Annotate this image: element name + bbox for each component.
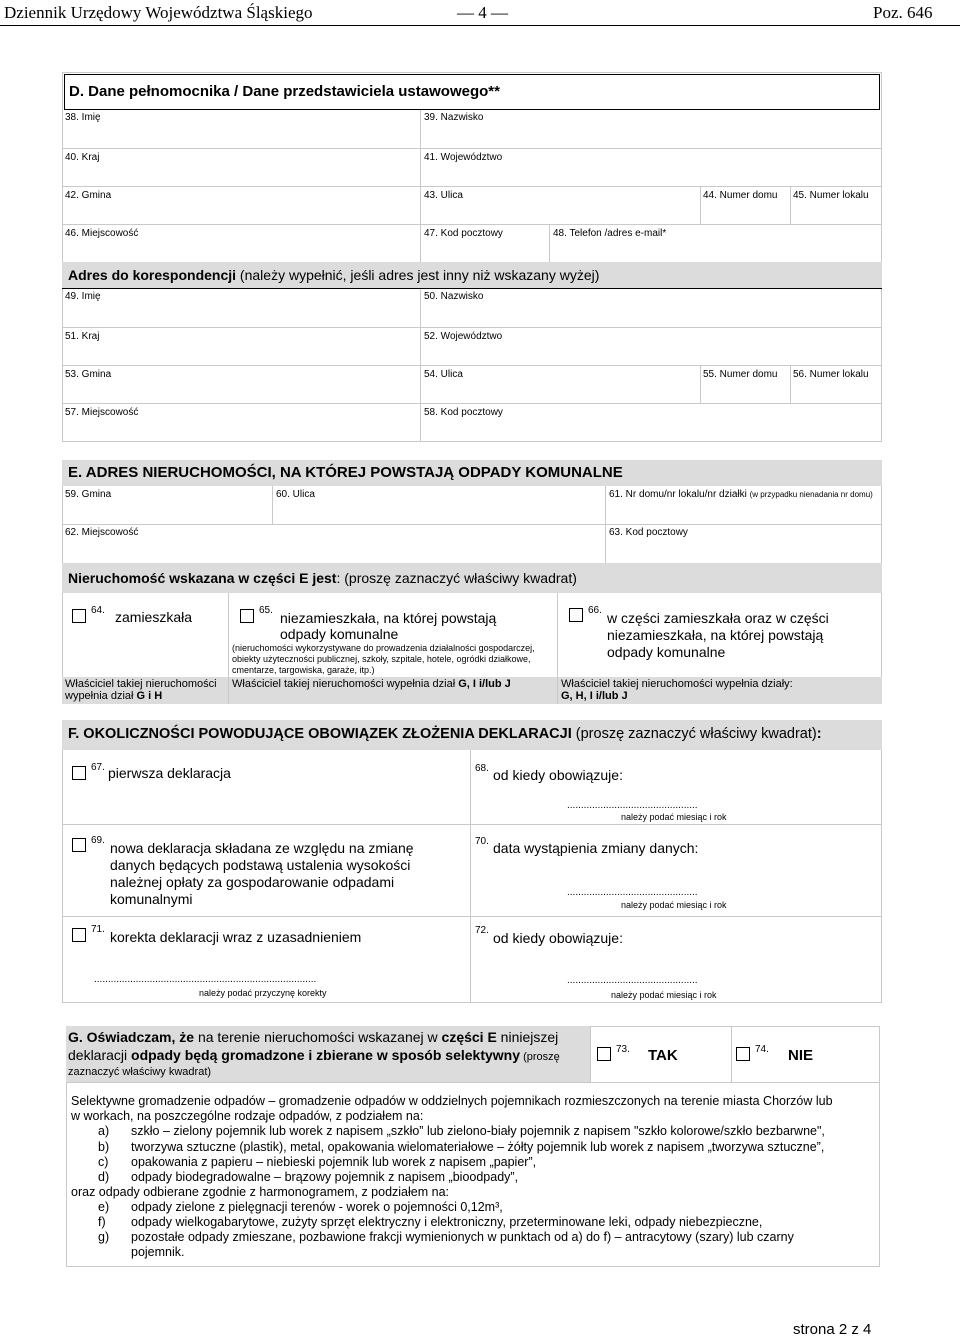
section-g-line3: zaznaczyć właściwy kwadrat) (68, 1066, 212, 1078)
option-74-number: 74. (755, 1044, 769, 1055)
field-72-label: od kiedy obowiązuje: (493, 930, 623, 946)
option-65-note-1: (nieruchomości wykorzystywane do prowadzenia działalności gospodarczej, (232, 643, 535, 653)
field-45-flat-number[interactable]: 45. Numer lokalu (793, 190, 869, 201)
checkbox-71-correction[interactable] (72, 928, 86, 942)
checkbox-65-non-residential[interactable] (240, 609, 254, 623)
journal-title: Dziennik Urzędowy Województwa Śląskiego (4, 3, 313, 22)
divider (790, 365, 791, 403)
section-g-line2: deklaracji odpady będą gromadzone i zbierane w sposób selektywny (proszę (68, 1047, 560, 1063)
item-e-key: e) (98, 1200, 110, 1214)
divider (700, 365, 701, 403)
field-68-number: 68. (475, 763, 489, 774)
field-41-voivodeship[interactable]: 41. Województwo (424, 152, 503, 163)
position-number: Poz. 646 (873, 3, 933, 22)
field-53-commune[interactable]: 53. Gmina (65, 369, 112, 380)
checkbox-64-residential[interactable] (72, 609, 86, 623)
option-66-label-line3: odpady komunalne (607, 644, 726, 660)
divider (590, 1026, 591, 1082)
divider (420, 289, 421, 442)
field-72-hint: należy podać miesiąc i rok (611, 990, 717, 1000)
item-f-key: f) (98, 1215, 106, 1229)
owner-note-64-line1: Właściciel takiej nieruchomości (65, 678, 217, 690)
checkbox-69-new-declaration[interactable] (72, 838, 86, 852)
owner-note-66-line2: G, H, I i/lub J (561, 690, 628, 702)
option-69-line4: komunalnymi (110, 891, 193, 907)
field-68-input[interactable]: ............................................... (567, 800, 698, 811)
option-73-number: 73. (616, 1044, 630, 1055)
field-50-last-name[interactable]: 50. Nazwisko (424, 291, 484, 302)
field-72-number: 72. (475, 925, 489, 936)
field-38-first-name[interactable]: 38. Imię (65, 112, 101, 123)
section-e-header (62, 460, 882, 486)
option-66-label-line1: w części zamieszkała oraz w części (607, 610, 829, 626)
item-b-key: b) (98, 1140, 110, 1154)
field-56-flat-number[interactable]: 56. Numer lokalu (793, 369, 869, 380)
option-71-number: 71. (91, 924, 105, 935)
owner-note-66 (558, 677, 882, 704)
divider (62, 403, 882, 404)
owner-note-64-line2: wypełnia dział G i H (65, 690, 163, 702)
field-52-voivodeship[interactable]: 52. Województwo (424, 331, 503, 342)
option-74-label: NIE (788, 1047, 814, 1064)
field-60-street[interactable]: 60. Ulica (276, 489, 315, 500)
item-c-key: c) (98, 1155, 109, 1169)
page-counter: strona 2 z 4 (793, 1321, 872, 1338)
field-70-label: data wystąpienia zmiany danych: (493, 840, 699, 856)
property-type-header (62, 563, 882, 593)
divider (605, 486, 606, 563)
owner-note-66-line1: Właściciel takiej nieruchomości wypełnia działy: (561, 678, 793, 690)
field-46-locality[interactable]: 46. Miejscowość (65, 228, 139, 239)
segregation-intro-2: w workach, na poszczególne rodzaje odpadów, z podziałem na: (71, 1109, 424, 1123)
item-f-text: odpady wielkogabarytowe, zużyty sprzęt elektryczny i elektroniczny, przeterminowane leki, odpady niebezpieczne, (131, 1215, 763, 1229)
option-67-number: 67. (91, 762, 105, 773)
field-72-input[interactable]: ............................................... (567, 975, 698, 986)
divider (66, 1082, 880, 1083)
field-57-locality[interactable]: 57. Miejscowość (65, 407, 139, 418)
divider (62, 148, 882, 149)
section-e-title: E. ADRES NIERUCHOMOŚCI, NA KTÓREJ POWSTAJĄ ODPADY KOMUNALNE (68, 464, 623, 481)
option-69-number: 69. (91, 835, 105, 846)
field-49-first-name[interactable]: 49. Imię (65, 291, 101, 302)
field-47-postal-code[interactable]: 47. Kod pocztowy (424, 228, 503, 239)
divider (549, 224, 550, 262)
owner-note-65-text: Właściciel takiej nieruchomości wypełnia dział G, I i/lub J (232, 678, 511, 690)
field-59-commune[interactable]: 59. Gmina (65, 489, 112, 500)
field-70-number: 70. (475, 836, 489, 847)
field-61-house-number[interactable]: 61. Nr domu/nr lokalu/nr działki (w przypadku nienadania nr domu) (609, 489, 873, 500)
owner-note-65 (229, 677, 557, 704)
header-rule (0, 25, 960, 26)
field-70-hint: należy podać miesiąc i rok (621, 900, 727, 910)
field-68-hint: należy podać miesiąc i rok (621, 812, 727, 822)
correspondence-header (62, 262, 882, 289)
divider (62, 327, 882, 328)
owner-note-64 (62, 677, 228, 704)
field-54-street[interactable]: 54. Ulica (424, 369, 463, 380)
section-g-line1: G. Oświadczam, że na terenie nieruchomości wskazanej w części E niniejszej (68, 1029, 559, 1045)
divider (731, 1026, 732, 1082)
item-g-key: g) (98, 1230, 110, 1244)
field-43-street[interactable]: 43. Ulica (424, 190, 463, 201)
checkbox-73-yes[interactable] (597, 1047, 611, 1061)
section-d-title: D. Dane pełnomocnika / Dane przedstawiciela ustawowego** (69, 83, 500, 100)
checkbox-74-no[interactable] (736, 1047, 750, 1061)
option-71-label: korekta deklaracji wraz z uzasadnieniem (110, 929, 362, 945)
divider (470, 750, 471, 1003)
option-66-number: 66. (588, 605, 602, 616)
divider (62, 524, 882, 525)
page-header (0, 0, 960, 26)
option-65-label-line1: niezamieszkała, na której powstają (280, 610, 497, 626)
section-f-title: F. OKOLICZNOŚCI POWODUJĄCE OBOWIĄZEK ZŁOŻENIA DEKLARACJI (proszę zaznaczyć właściwy kwadrat): (68, 726, 822, 742)
field-42-commune[interactable]: 42. Gmina (65, 190, 112, 201)
item-e-text: odpady zielone z pielęgnacji terenów - worek o pojemności 0,12m³, (131, 1200, 503, 1214)
field-62-locality[interactable]: 62. Miejscowość (65, 527, 139, 538)
divider (62, 824, 882, 825)
item-g-text: pozostałe odpady zmieszane, pozbawione frakcji wymienionych w punktach od a) do f) – antracytowy (szary) lub czarny (131, 1230, 794, 1244)
field-40-country[interactable]: 40. Kraj (65, 152, 100, 163)
section-d-header (64, 74, 880, 110)
field-70-input[interactable]: ............................................... (567, 887, 698, 898)
field-48-phone-email[interactable]: 48. Telefon /adres e-mail* (553, 228, 667, 239)
divider (790, 186, 791, 224)
property-type-title: Nieruchomość wskazana w części E jest: (proszę zaznaczyć właściwy kwadrat) (68, 570, 577, 586)
option-65-number: 65. (259, 605, 273, 616)
divider (62, 224, 882, 225)
option-65-label-line2: odpady komunalne (280, 626, 399, 642)
section-g-statement (66, 1026, 590, 1082)
option-69-line3: należnej opłaty za gospodarowanie odpadami (110, 874, 395, 890)
option-64-number: 64. (91, 605, 105, 616)
page-number: — 4 — (457, 3, 508, 22)
field-58-postal-code[interactable]: 58. Kod pocztowy (424, 407, 503, 418)
divider (700, 186, 701, 224)
item-a-text: szkło – zielony pojemnik lub worek z napisem „szkło” lub zielono-biały pojemnik z napisem "szkło kolorowe/szkło bezbarwne", (131, 1124, 825, 1138)
option-73-label: TAK (648, 1047, 678, 1064)
option-65-note-2: obiekty użyteczności publicznej, szkoły, szpitale, hotele, ogródki działkowe, (232, 654, 531, 664)
section-d-frame (62, 72, 882, 442)
option-64-label: zamieszkała (115, 609, 193, 625)
divider (62, 186, 882, 187)
item-b-text: tworzywa sztuczne (plastik), metal, opakowania wielomateriałowe – żółty pojemnik lub worek z napisem „tworzywa sztuczne”, (131, 1140, 825, 1154)
item-c-text: opakowania z papieru – niebieski pojemnik lub worek z napisem „papier”, (131, 1155, 537, 1169)
divider (62, 365, 882, 366)
field-63-postal-code[interactable]: 63. Kod pocztowy (609, 527, 688, 538)
option-65-note-3: cmentarze, targowiska, garaże, itp.) (232, 665, 375, 675)
divider (62, 916, 882, 917)
item-d-text: odpady biodegradowalne – brązowy pojemnik z napisem „bioodpady”, (131, 1170, 519, 1184)
field-68-label: od kiedy obowiązuje: (493, 767, 623, 783)
schedule-intro: oraz odpady odbierane zgodnie z harmonogramem, z podziałem na: (71, 1185, 450, 1199)
section-f-header (62, 720, 882, 750)
correspondence-title: Adres do korespondencji (należy wypełnić, jeśli adres jest inny niż wskazany wyżej) (68, 267, 600, 283)
item-a-key: a) (98, 1124, 110, 1138)
divider (272, 486, 273, 524)
option-69-line2: danych będących podstawą ustalenia wysokości (110, 857, 411, 873)
field-44-house-number[interactable]: 44. Numer domu (703, 190, 778, 201)
option-67-label: pierwsza deklaracja (108, 765, 231, 781)
field-55-house-number[interactable]: 55. Numer domu (703, 369, 778, 380)
item-d-key: d) (98, 1170, 110, 1184)
segregation-intro-1: Selektywne gromadzenie odpadów – gromadzenie odpadów w oddzielnych pojemnikach rozmieszczonych na terenie miasta Chorzów lub (71, 1094, 833, 1108)
correction-reason-input[interactable]: ................................................................................ (94, 974, 317, 985)
divider (420, 110, 421, 262)
option-66-label-line2: niezamieszkała, na której powstają (607, 627, 824, 643)
option-69-line1: nowa deklaracja składana ze względu na zmianę (110, 840, 414, 856)
field-39-last-name[interactable]: 39. Nazwisko (424, 112, 484, 123)
checkbox-67-first-declaration[interactable] (72, 766, 86, 780)
field-51-country[interactable]: 51. Kraj (65, 331, 100, 342)
item-g-continued: pojemnik. (131, 1245, 185, 1259)
correction-reason-hint: należy podać przyczynę korekty (199, 988, 327, 998)
checkbox-66-mixed[interactable] (569, 608, 583, 622)
